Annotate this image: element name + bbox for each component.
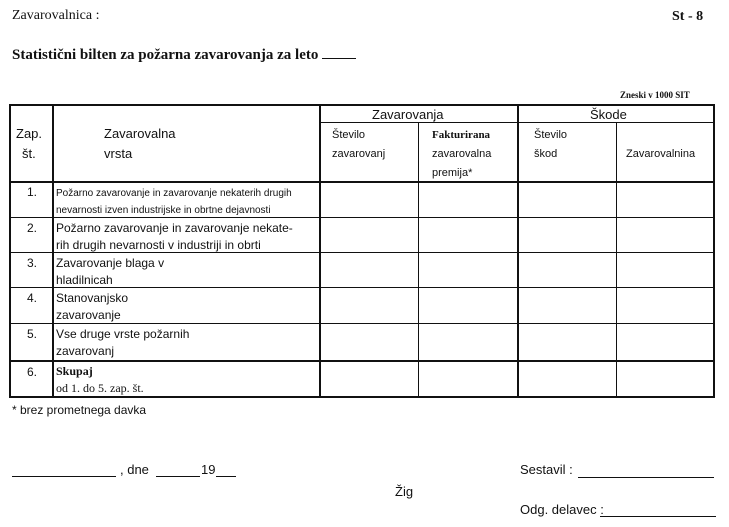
row-number: 6. (26, 365, 37, 379)
row-kind (56, 290, 318, 324)
col-header-claims-2: škod (534, 148, 558, 160)
form-title-text: Statistični bilten za požarna zavarovanja za leto (12, 47, 319, 63)
group-header-insurance: Zavarovanja (372, 107, 444, 122)
responsible-label: Odg. delavec : (520, 502, 604, 517)
col-header-policies-2: zavarovanj (332, 148, 386, 160)
row-kind (56, 255, 318, 289)
row-kind (56, 220, 318, 254)
row-kind-line: Požarno zavarovanje in zavarovanje nekate- (56, 221, 293, 235)
divider (616, 123, 617, 398)
col-header-no-1: Zap. (16, 126, 43, 141)
col-header-premium-2: zavarovalna (432, 148, 492, 160)
group-header-damages: Škode (590, 107, 627, 122)
responsible-blank[interactable] (600, 516, 716, 517)
row-kind-line: hladilnicah (56, 273, 113, 287)
row-kind-line: Požarno zavarovanje in zavarovanje nekaterih drugih (56, 188, 292, 199)
year-blank[interactable] (322, 46, 356, 59)
row-kind-line: zavarovanje (56, 308, 121, 322)
divider (517, 104, 519, 398)
date-blank[interactable] (156, 476, 200, 477)
row-number: 5. (26, 327, 37, 341)
divider (9, 181, 715, 183)
row-kind-line: Vse druge vrste požarnih (56, 327, 190, 341)
row-number: 3. (26, 256, 37, 270)
form-code: St - 8 (672, 9, 704, 24)
divider (319, 104, 321, 398)
row-kind-line: od 1. do 5. zap. št. (56, 381, 144, 395)
col-header-payouts: Zavarovalnina (626, 148, 696, 160)
row-kind-line: nevarnosti izven industrijske in obrtne dejavnosti (56, 205, 271, 216)
row-number: 2. (26, 221, 37, 235)
compiled-by-blank[interactable] (578, 477, 714, 478)
col-header-kind-1: Zavarovalna (104, 126, 176, 141)
row-kind-line: Skupaj (56, 364, 93, 378)
divider (52, 104, 54, 398)
col-header-premium-1: Fakturirana (432, 129, 491, 141)
compiled-by-label: Sestavil : (520, 462, 573, 477)
form-title (12, 46, 356, 64)
col-header-kind-2: vrsta (104, 146, 133, 161)
date-label: , dne (120, 462, 149, 477)
col-header-premium-3: premija* (432, 167, 473, 179)
col-header-claims-1: Število (534, 129, 568, 141)
divider (9, 360, 715, 362)
row-kind-line: rih drugih nevarnosti v industriji in obrti (56, 238, 261, 252)
year-suffix-blank[interactable] (216, 476, 236, 477)
col-header-no-2: št. (22, 146, 36, 161)
col-header-policies-1: Število (332, 129, 366, 141)
row-kind (56, 185, 318, 219)
place-blank[interactable] (12, 476, 116, 477)
row-kind-line: Stanovanjsko (56, 291, 129, 305)
insurer-label: Zavarovalnica : (12, 8, 100, 23)
row-kind (56, 326, 318, 360)
year-prefix: 19 (201, 462, 216, 477)
row-number: 1. (26, 185, 37, 199)
stamp-label: Žig (395, 484, 414, 499)
amounts-note: Zneski v 1000 SIT (620, 90, 690, 100)
row-kind-line: zavarovanj (56, 344, 115, 358)
divider (319, 122, 715, 123)
row-number: 4. (26, 291, 37, 305)
row-kind-total (56, 363, 318, 397)
footnote: * brez prometnega davka (12, 403, 147, 417)
divider (418, 123, 419, 398)
row-kind-line: Zavarovanje blaga v (56, 256, 165, 270)
